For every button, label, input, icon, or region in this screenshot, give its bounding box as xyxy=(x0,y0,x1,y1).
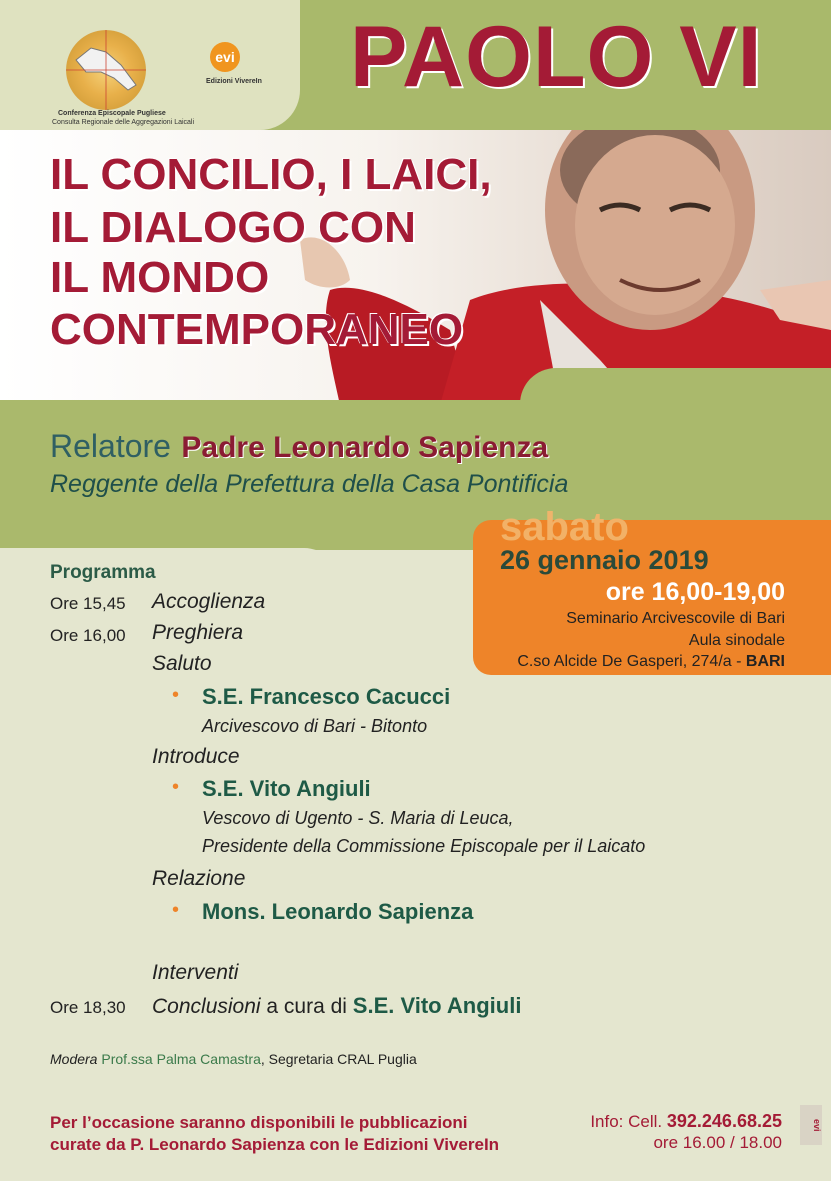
speaker-label: Relatore xyxy=(50,428,171,464)
time-3: Ore 18,30 xyxy=(50,998,126,1017)
activity-1: Accoglienza xyxy=(152,590,266,613)
event-venue-1: Seminario Arcivescovile di Bari xyxy=(566,610,785,627)
section-introduce: Introduce xyxy=(152,745,240,768)
speaker-heading xyxy=(50,428,548,465)
event-venue-2: Aula sinodale xyxy=(688,632,785,649)
time-1: Ore 15,45 xyxy=(50,594,126,613)
event-address xyxy=(480,653,785,671)
event-date: 26 gennaio 2019 xyxy=(500,545,709,575)
section-interventi: Interventi xyxy=(152,961,239,984)
page-title: PAOLO VI xyxy=(350,9,763,105)
bullet-icon: • xyxy=(172,684,180,706)
info-hours: ore 16.00 / 18.00 xyxy=(653,1133,782,1152)
event-hours: ore 16,00-19,00 xyxy=(605,578,785,606)
event-address-text: C.so Alcide De Gasperi, 274/a - xyxy=(517,653,746,670)
subtitle-line-3: IL MONDO xyxy=(50,253,270,302)
conclusion-label: Conclusioni xyxy=(152,995,261,1018)
moderator-name: Prof.ssa Palma Camastra xyxy=(101,1051,261,1067)
person-2-role-1: Vescovo di Ugento - S. Maria di Leuca, xyxy=(202,808,514,828)
section-relazione: Relazione xyxy=(152,867,246,890)
subtitle-line-1: IL CONCILIO, I LAICI, xyxy=(50,150,492,199)
logo2-label: Edizioni VivereIn xyxy=(206,78,262,85)
moderator-line xyxy=(50,1051,417,1067)
footer-note-1: Per l’occasione saranno disponibili le pubblicazioni xyxy=(50,1113,468,1132)
logo1-line2: Consulta Regionale delle Aggregazioni Laicali xyxy=(52,119,195,126)
person-2-name: S.E. Vito Angiuli xyxy=(202,776,371,801)
time-2: Ore 16,00 xyxy=(50,626,126,645)
subtitle-line-4: CONTEMPORANEO xyxy=(50,305,464,354)
cep-logo-icon xyxy=(66,30,146,110)
speaker-name: Padre Leonardo Sapienza xyxy=(181,431,549,464)
conclusion-line xyxy=(152,993,521,1019)
moderator-label: Modera xyxy=(50,1051,98,1067)
programme-heading: Programma xyxy=(50,562,156,583)
person-3-name: Mons. Leonardo Sapienza xyxy=(202,899,474,924)
bullet-icon: • xyxy=(172,776,180,798)
bullet-icon: • xyxy=(172,899,180,921)
activity-2: Preghiera xyxy=(152,621,244,644)
conclusion-connector: a cura di xyxy=(260,995,353,1018)
event-day: sabato xyxy=(500,505,629,549)
event-city: BARI xyxy=(745,653,785,670)
moderator-role: , Segretaria CRAL Puglia xyxy=(260,1051,417,1067)
person-1-name: S.E. Francesco Cacucci xyxy=(202,684,451,709)
logo1-line1: Conferenza Episcopale Pugliese xyxy=(58,110,166,117)
evi-mark-icon: evi xyxy=(800,1105,822,1145)
section-saluto: Saluto xyxy=(152,652,212,675)
speaker-role: Reggente della Prefettura della Casa Pontificia xyxy=(50,470,569,498)
person-1-role: Arcivescovo di Bari - Bitonto xyxy=(202,716,428,736)
person-2-role-2: Presidente della Commissione Episcopale per il Laicato xyxy=(202,836,646,856)
subtitle-line-2: IL DIALOGO CON xyxy=(50,203,416,252)
info-label: Info: Cell. xyxy=(590,1112,667,1131)
conclusion-name: S.E. Vito Angiuli xyxy=(352,993,522,1018)
info-line xyxy=(540,1111,782,1132)
evi-logo-icon: evi xyxy=(210,42,240,72)
info-phone: 392.246.68.25 xyxy=(666,1111,782,1131)
footer-note-2: curate da P. Leonardo Sapienza con le Edizioni VivereIn xyxy=(50,1135,500,1154)
